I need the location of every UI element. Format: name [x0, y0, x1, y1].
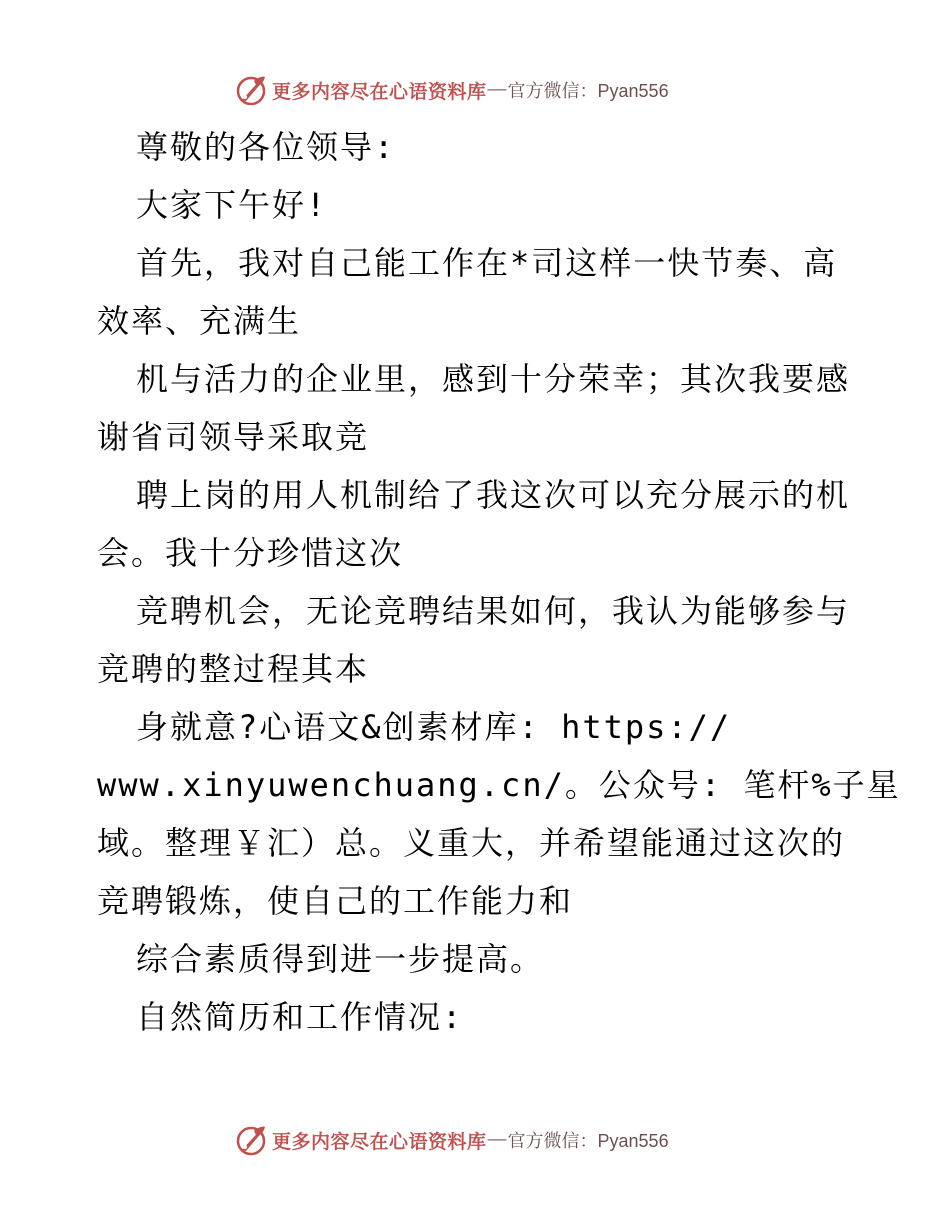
body-line: 首先，我对自己能工作在*司这样一快节奏、高 [136, 244, 838, 282]
body-line: 尊敬的各位领导: [136, 128, 396, 166]
banner-wechat: 官方微信：Pyan556 [507, 81, 669, 101]
body-line: 大家下午好! [136, 186, 328, 224]
body-line: 竞聘的整过程其本 [97, 650, 370, 688]
body-line: 自然简历和工作情况: [136, 998, 464, 1036]
footer-banner [234, 1120, 669, 1160]
body-line: 聘上岗的用人机制给了我这次可以充分展示的机 [136, 476, 851, 514]
quill-pen-circle-icon [234, 73, 268, 107]
quill-pen-circle-icon [234, 1123, 268, 1157]
body-line: 竞聘机会，无论竞聘结果如何，我认为能够参与 [136, 592, 851, 630]
banner-separator: — [487, 1129, 507, 1150]
body-line: www.xinyuwenchuang.cn/。公众号: 笔杆%子星 [97, 766, 901, 804]
body-line: 综合素质得到进一步提高。 [136, 940, 545, 978]
body-line: 效率、充满生 [97, 302, 302, 340]
body-line: 竞聘锻炼，使自己的工作能力和 [97, 882, 574, 920]
document-body [97, 118, 901, 1046]
body-line: 域。整理￥汇）总。义重大，并希望能通过这次的 [97, 824, 846, 862]
banner-title: 更多内容尽在心语资料库 [272, 1130, 487, 1153]
body-line: 机与活力的企业里，感到十分荣幸；其次我要感 [136, 360, 851, 398]
banner-separator: — [487, 79, 507, 100]
banner-title: 更多内容尽在心语资料库 [272, 80, 487, 103]
header-banner [234, 70, 669, 110]
body-line: 身就意?心语文&创素材库: https:// [136, 708, 732, 746]
body-line: 谢省司领导采取竞 [97, 418, 370, 456]
banner-wechat: 官方微信：Pyan556 [507, 1131, 669, 1151]
body-line: 会。我十分珍惜这次 [97, 534, 404, 572]
